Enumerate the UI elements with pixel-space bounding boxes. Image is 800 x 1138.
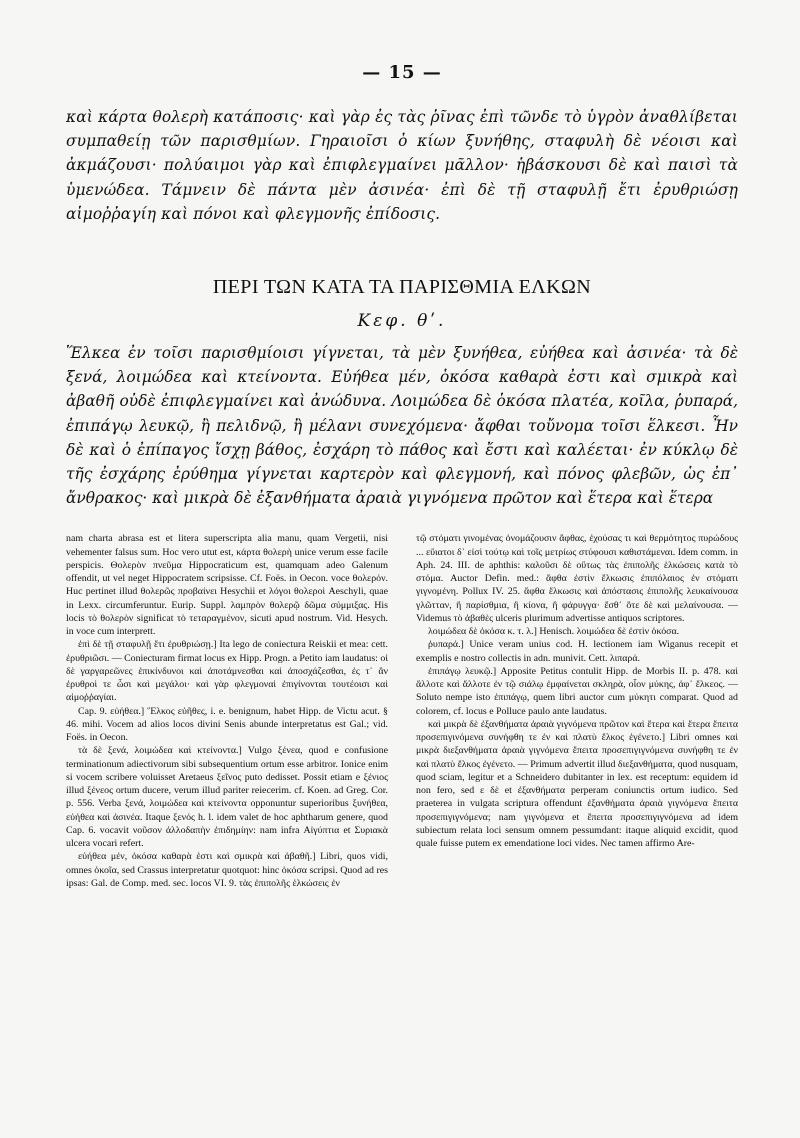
footnote: τὰ δὲ ξενά, λοιμώδεα καὶ κτείνοντα.] Vulgo ξένεα, quod e confusione terminationum adiectivorum sibi subsequentium ortum esse arbitror. Ionice enim si vocem scribere voluisset Aretaeus ξεῖνος puto dedisset. Possit etiam e ξένιος illud ξένεος ortum ducere, verum illud pariter reiecerim. cf. Koen. ad Greg. Cor. p. 556. Verba ξενά, λοιμώδεα καὶ κτείνοντα opponuntur superioribus ξυνήθεα, εὐήθεα καὶ ἀσινέα. Itaque ξενός h. l. idem valet de hoc aphtharum genere, quod Cap. 6. vocavit νοῦσον ἀλλοδαπὴν ἐπιδημίην: nam infra Αἰγύπτια et Συριακὰ ulcera vocari refert. bbox=[66, 745, 388, 850]
footnote: εὐήθεα μέν, ὁκόσα καθαρὰ ἐστι καὶ σμικρὰ καὶ ἀβαθῆ.] Libri, quos vidi, omnes ὁκοῖα, sed Crassus interpretatur quotquot: hinc ὁκόσα scripsi. Quod ad res ipsas: Gal. de Comp. med. sec. locos VI. 9. τὰς ἐπιπολῆς ἑλκώσεις ἐν bbox=[66, 851, 388, 889]
page-number: — 15 — bbox=[362, 62, 442, 83]
footnote: τῷ στόματι γινομένας ὀνομάζουσιν ἄφθας, ἐχούσας τι καὶ θερμότητος πυρώδους ... εὔιατοι δ᾽ εἰσὶ τούτῳ καὶ τοῖς μετρίως στύφουσι καθιστάμεναι. Idem comm. in Aph. 24. III. de aphthis: καλοῦσι δὲ οὕτως τὰς ἐπιπολῆς ἑλκώσεις κατὰ τὸ στόμα. Auctor Defin. med.: ἄφθα ἐστὶν ἕλκωσις ἐπιπόλαιος ἐν στόματι γιγνομένη. Pollux IV. 25. ἄφθα ἕλκωσις καὶ ἀπόστασις ἐπιπολῆς λευκαίνουσα γλῶτταν, ἢ παρίσθμια, ἢ κίονα, ἢ φάρυγγα· ἔσθ᾽ ὅτε δὲ καὶ μελαίνουσα. — Videmus τὸ ἀβαθὲς ulceris plurimum advertisse antiquos scriptores. bbox=[416, 533, 738, 624]
greek-text-top: καὶ κάρτα θολερὴ κατάποσις· καὶ γὰρ ἐς τὰς ῥῖνας ἐπὶ τῶνδε τὸ ὑγρὸν ἀναθλίβεται συμπαθείῃ τῶν παρισθμίων. Γηραιοῖσι ὁ κίων ξυνήθης, σταφυλὴ δὲ νέοισι καὶ ἀκμάζουσι· πολύαιμοι γὰρ καὶ ἐπιφλεγμαίνει μᾶλλον· ἡβάσκουσι δὲ καὶ παισὶ τὰ ὑμενώδεα. Τάμνειν δὲ πάντα μὲν ἀσινέα· ἐπὶ δὲ τῇ σταφυλῇ ἔτι ἐρυθριώσῃ αἱμοῤῥαγίη καὶ πόνοι καὶ φλεγμονῆς ἐπίδοσις. bbox=[66, 108, 738, 223]
footnotes-right-column bbox=[416, 532, 738, 890]
greek-text-main: Ἕλκεα ἐν τοῖσι παρισθμίοισι γίγνεται, τὰ μὲν ξυνήθεα, εὐήθεα καὶ ἀσινέα· τὰ δὲ ξενά, λοιμώδεα καὶ κτείνοντα. Εὐήθεα μέν, ὁκόσα καθαρὰ ἐστι καὶ σμικρὰ καὶ ἀβαθῆ οὐδὲ ἐπιφλεγμαίνει καὶ ἀνώδυνα. Λοιμώδεα δὲ ὁκόσα πλατέα, κοῖλα, ῥυπαρά, ἐπιπάγῳ λευκῷ, ἢ πελιδνῷ, ἢ μέλανι συνεχόμενα· ἄφθαι τοὔνομα τοῖσι ἕλκεσι. Ἦν δὲ καὶ ὁ ἐπίπαγος ἴσχῃ βάθος, ἐσχάρη τὸ πάθος καὶ ἔστι καὶ καλέεται· ἐν κύκλῳ δὲ τῆς ἐσχάρης ἐρύθημα γίγνεται καρτερὸν καὶ φλεγμονή, καὶ πόνος φλεβῶν, ὡς ἐπ᾽ ἄνθρακος· καὶ μικρὰ δὲ ἐξανθήματα ἀραιὰ γιγνόμενα πρῶτον καὶ ἕτερα καὶ ἕτερα bbox=[66, 344, 738, 508]
footnote: ἐπιπάγῳ λευκῷ.] Apposite Petitus contulit Hipp. de Morbis II. p. 478. καὶ ἄλλοτε καὶ ἄλλοτε ἐν τῷ σιάλῳ ἐμφαίνεται σκληρὰ, οἷον μύκης, ἀφ᾽ ἕλκεος. — Soluto nempe isto ἐπιπάγῳ, quem libri auctor cum μύκητι comparat. Quod ad colorem, cf. locus e Polluce paulo ante laudatus. bbox=[416, 665, 738, 717]
section-title: ΠΕΡΙ ΤΩΝ ΚΑΤΑ ΤΑ ΠΑΡΙΣΘΜΙΑ ΕΛΚΩΝ bbox=[212, 276, 592, 299]
footnote: ἐπὶ δὲ τῇ σταφυλῇ ἔτι ἐρυθριώσῃ.] Ita lego de coniectura Reiskii et mea: cett. ἐρυθριῶσι. — Coniecturam firmat locus ex Hipp. Progn. a Petito iam laudatus: οἱ δὲ γαργαρεῶνες ἐπικίνδυνοι καὶ ἀποτάμνεσθαι καὶ ἀποσχάζεσθαι, ἐς τ᾽ ἂν ἐρυθροὶ τε ὦσι καὶ μεγάλοι· καὶ γὰρ φλεγμοναὶ ἐπιγίνονται τουτέοισι καὶ αἱμοῤῥαγίαι. bbox=[66, 639, 388, 704]
chapter-number: Κεφ. θʹ. bbox=[357, 311, 447, 332]
footnote: Cap. 9. εὐήθεα.] Ἕλκος εὐῆθες, i. e. benignum, habet Hipp. de Victu acut. § 46. mihi. Vocem ad alios locos divini Senis abunde interpretatus est Gal.; vid. Foës. in Oecon. bbox=[66, 705, 388, 744]
footnote: λοιμώδεα δὲ ὁκόσα κ. τ. λ.] Henisch. λοιμώδεα δὲ ἐστὶν ὁκόσα. bbox=[428, 626, 680, 638]
footnote: ῥυπαρά.] Unice veram unius cod. H. lectionem iam Wiganus recepit et exemplis e nostro collectis in adn. munivit. Cett. λιπαρά. bbox=[416, 639, 738, 664]
footnote: καὶ μικρὰ δὲ ἐξανθήματα ἀραιὰ γιγνόμενα πρῶτον καὶ ἕτερα καὶ ἕτερα ἔπειτα προσεπιγινόμενα συνήφθη τε ἐν καὶ πλατὺ ἕλκος ἐγένετο.] Libri omnes καὶ μικρὰ διεξανθήματα ἀραιὰ γιγνόμενα ἔπειτα προσεπιγιγνόμενα συνήφθη τε ἐν καὶ πλατὺ ἕλκος ἐγένετο. — Primum advertit illud διεξανθήματα, quod nusquam, quod sciam, legitur et a Schneidero dubitanter in lex. est receptum: equidem id non fero, sed ε δὲ et ἐξανθήματα perperam coniunctis ortum iudico. Sed praeterea in vulgata scriptura offendunt ἐξανθήματα ἀραιὰ γιγνόμενα ἔπειτα προσεπιγιγνόμενα; nam γιγνόμενα et ἔπειτα προσεπιγιγνόμενα ad idem subiectum relata loci sensum omnem pessumdant: itaque aliquid excidit, quod quale fuisse putem ex emendatione loci vides. Nec tamen affirmo Are- bbox=[416, 718, 738, 850]
footnotes bbox=[66, 532, 738, 890]
footnotes-left-column bbox=[66, 532, 388, 890]
footnote: nam charta abrasa est et litera superscripta alia manu, quam Vergetii, nisi vehementer falsus sum. Hoc vero utut est, κάρτα θολερὴ unice verum esse facile perspicis. Θολερὸν πνεῦμα Hippocraticum est, quamquam adeo Galenum offendit, ut vel neget Hippocratem scripsisse. Cf. Foës. in Oecon. voce θολερόν. Huc pertinet illud θολερῶς προβαίνει Hesychii et λόγοι θολεροὶ Aeschyli, quae in Lexx. circumferuntur. Eurip. Suppl. λαμπρὸν θολερῷ δῶμα σύμμιξας. His locis τὸ θολερὸν significat τὸ τεταραγμένον, sicuti apud nostrum. Vid. Hesych. in voce cum interprett. bbox=[66, 533, 388, 638]
